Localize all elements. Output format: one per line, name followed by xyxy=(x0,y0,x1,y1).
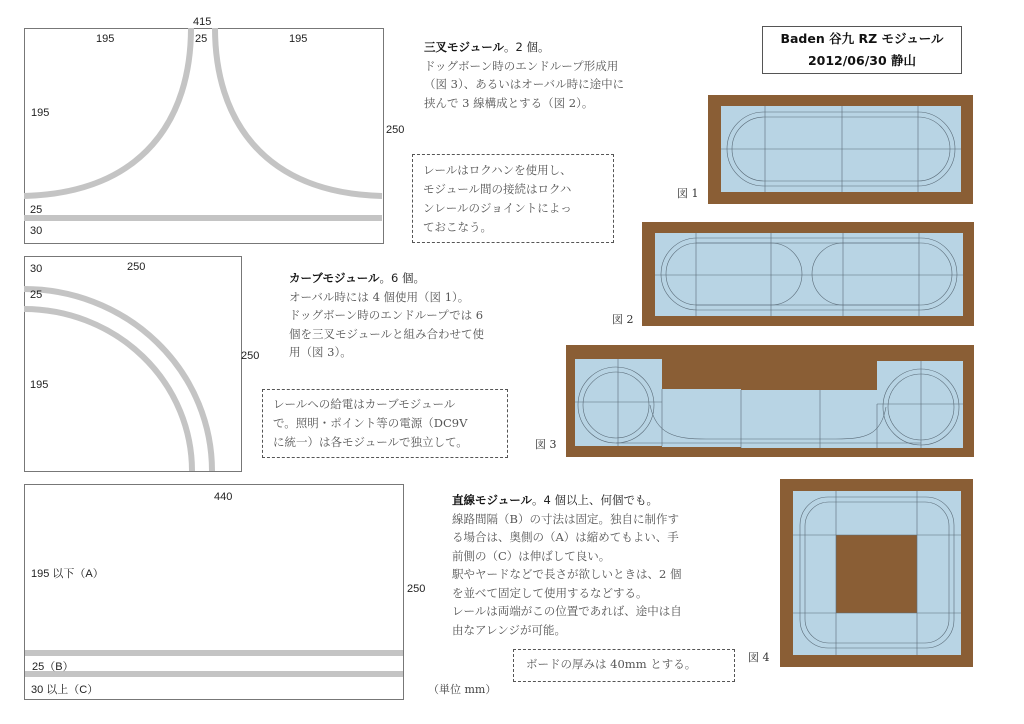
dim-front-margin: 30 以上（C） xyxy=(31,684,99,696)
description-line: ドッグボーン時のエンドループ形成用 xyxy=(424,58,619,73)
dim-width: 250 xyxy=(127,261,146,273)
figure-4-photo xyxy=(780,479,973,667)
unit-label: （単位 mm） xyxy=(428,683,497,696)
dim-depth: 250 xyxy=(241,350,260,362)
section-title: 直線モジュール xyxy=(452,493,533,507)
description-line: 用（図 3）。 xyxy=(289,345,352,359)
note-line: ンレールのジョイントによっ xyxy=(423,201,572,215)
three-track-oval-icon xyxy=(642,222,974,326)
rail-note xyxy=(412,154,614,243)
turnout-rails-icon xyxy=(24,28,384,244)
description-line: オーバル時には 4 個使用（図 1）。 xyxy=(289,289,470,304)
board-note xyxy=(513,649,735,682)
figure-2-photo xyxy=(642,222,974,326)
dim-gap: 25 xyxy=(195,33,208,45)
figure-label: 図 3 xyxy=(535,438,557,451)
dim-width: 440 xyxy=(214,491,233,503)
curve-description xyxy=(289,269,539,362)
dim-track-gap: 25 xyxy=(30,204,43,216)
square-loop-layout-icon xyxy=(780,479,973,667)
straight-front-rail xyxy=(25,671,403,677)
description-line: る場合は、奥側の（A）は縮めてもよい、手 xyxy=(452,530,679,544)
note-line: ボードの厚みは 40mm とする。 xyxy=(526,657,697,671)
dim-total-width: 415 xyxy=(193,16,212,28)
dim-top-margin: 30 xyxy=(30,263,43,275)
description-line: 挟んで 3 線構成とする（図 2）。 xyxy=(424,95,594,110)
dim-depth: 250 xyxy=(386,124,405,136)
note-line: モジュール間の接続はロクハ xyxy=(423,182,572,196)
document-title-box xyxy=(762,26,962,74)
straight-back-rail xyxy=(25,650,403,656)
figure-label: 図 2 xyxy=(612,313,634,326)
document-title: Baden 谷九 RZ モジュール xyxy=(780,31,944,46)
note-line: で。照明・ポイント等の電源（DC9V xyxy=(273,416,468,430)
section-count: 。2 個。 xyxy=(504,40,550,54)
note-line: レールはロクハンを使用し、 xyxy=(423,163,572,177)
power-note xyxy=(262,389,508,458)
oval-layout-icon xyxy=(708,95,973,204)
dim-front-margin: 30 xyxy=(30,225,43,237)
note-line: に統一）は各モジュールで独立して。 xyxy=(273,435,468,449)
straight-module-outline xyxy=(24,484,404,700)
description-line: ドッグボーン時のエンドループでは 6 xyxy=(289,308,484,322)
turnout-description xyxy=(424,38,684,112)
dim-track-gap: 25（B） xyxy=(32,661,74,673)
dim-inner-radius: 195 xyxy=(30,379,49,391)
figure-label: 図 4 xyxy=(748,651,770,664)
description-line: 線路間隔（B）の寸法は固定。独自に制作す xyxy=(452,511,679,526)
description-line: 前側の（C）は伸ばして良い。 xyxy=(452,548,611,563)
description-line: 駅やヤードなどで長さが欲しいときは、2 個 xyxy=(452,567,682,581)
curve-rails-icon xyxy=(24,256,242,472)
figure-3-photo xyxy=(566,345,974,457)
dogbone-layout-icon xyxy=(566,345,974,457)
section-count: 。4 個以上、何個でも。 xyxy=(532,493,659,507)
description-line: レールは両端がこの位置であれば、途中は自 xyxy=(452,604,682,618)
section-title: カーブモジュール xyxy=(289,271,380,285)
dim-track-gap: 25 xyxy=(30,289,43,301)
dim-right-width: 195 xyxy=(289,33,308,45)
dim-depth: 250 xyxy=(407,583,426,595)
description-line: 個を三叉モジュールと組み合わせて使 xyxy=(289,326,485,341)
section-title: 三叉モジュール xyxy=(424,40,505,54)
description-line: （図 3）、あるいはオーバル時に途中に xyxy=(424,77,625,91)
straight-description xyxy=(452,491,742,639)
description-line: 由なアレンジが可能。 xyxy=(452,622,566,637)
note-line: ておこなう。 xyxy=(423,220,492,234)
note-line: レールへの給電はカーブモジュール xyxy=(273,397,456,411)
dim-left-width: 195 xyxy=(96,33,115,45)
section-count: 。6 個。 xyxy=(379,271,425,285)
figure-1-photo xyxy=(708,95,973,204)
dim-left-height: 195 xyxy=(31,107,50,119)
dim-back-depth: 195 以下（A） xyxy=(31,568,104,580)
description-line: を並べて固定して使用するなどする。 xyxy=(452,585,648,600)
figure-label: 図 1 xyxy=(677,187,699,200)
document-date-author: 2012/06/30 静山 xyxy=(807,53,917,68)
